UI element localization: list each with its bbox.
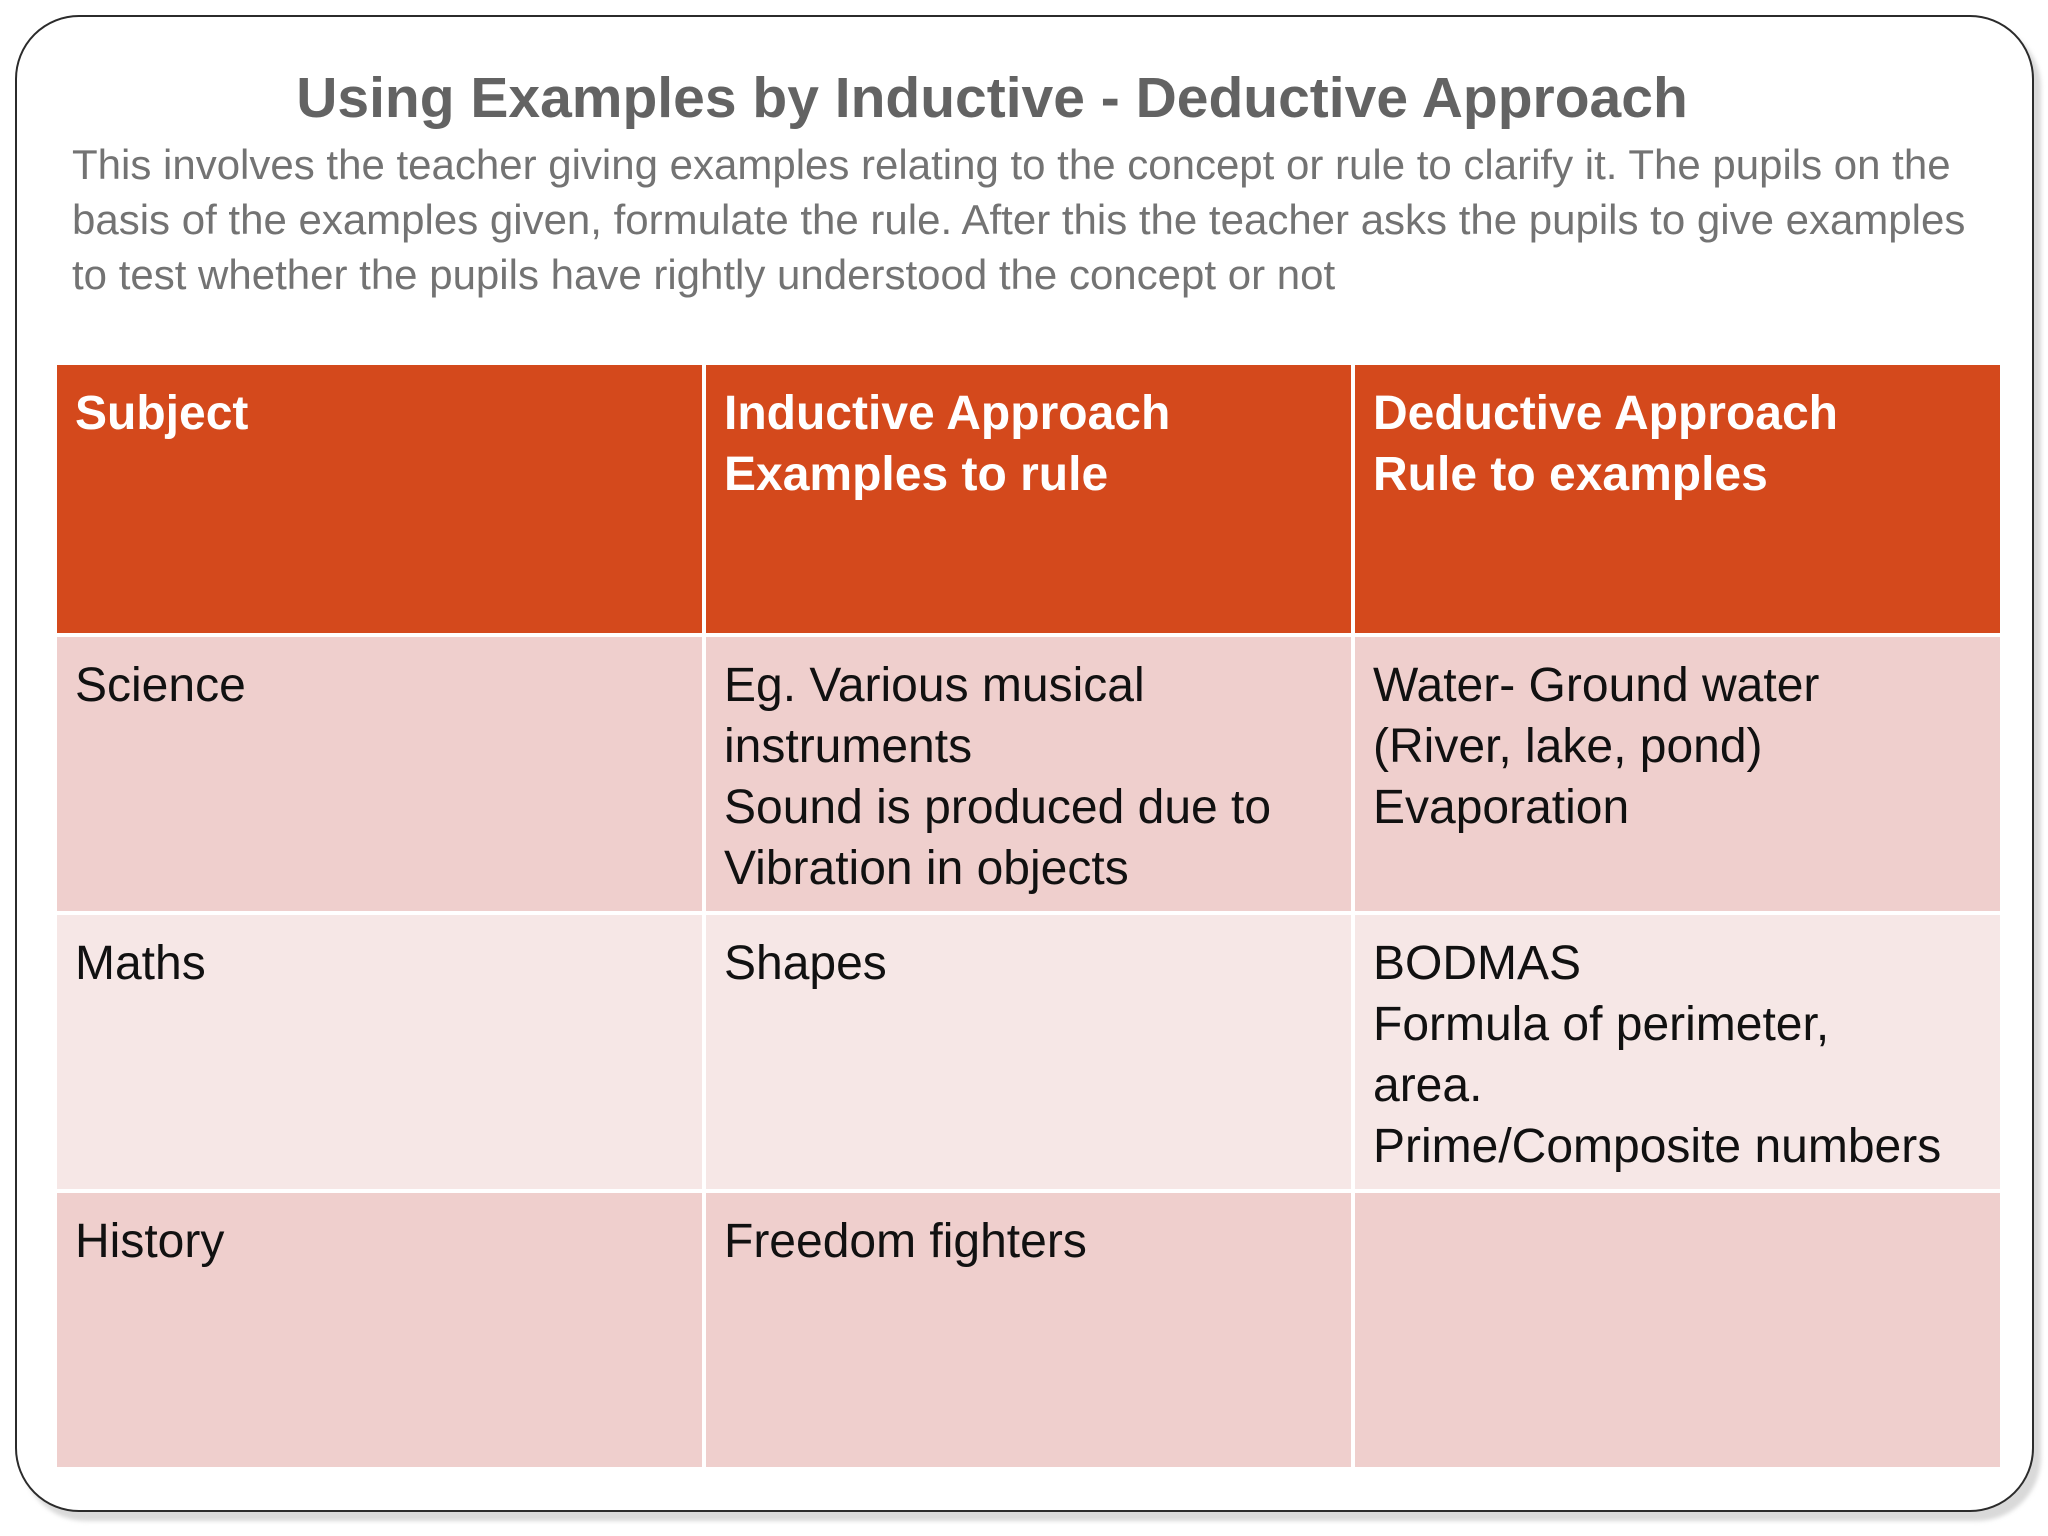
header-deductive-title: Deductive Approach [1373, 387, 1838, 440]
cell-subject-text: History [75, 1215, 225, 1268]
cell-text-line: Evaporation [1373, 781, 1630, 834]
header-subject-line: Subject [75, 387, 249, 440]
header-deductive [1353, 363, 2002, 635]
header-deductive-subtitle: Rule to examples [1373, 448, 1768, 501]
cell-text-line: Sound is produced due to [724, 781, 1272, 834]
cell-text-line: (River, lake, pond) [1373, 720, 1763, 773]
cell-text-line: Vibration in objects [724, 842, 1129, 895]
cell-inductive [704, 913, 1353, 1191]
table-row [55, 913, 2002, 1191]
cell-text-line: Freedom fighters [724, 1215, 1087, 1268]
cell-inductive [704, 1191, 1353, 1469]
table-row [55, 635, 2002, 913]
cell-text-line: Shapes [724, 937, 887, 990]
cell-text-line: BODMAS [1373, 937, 1582, 990]
cell-subject [55, 1191, 704, 1469]
cell-deductive [1353, 913, 2002, 1191]
slide-title: Using Examples by Inductive - Deductive Approach [296, 66, 1688, 130]
cell-subject-text: Science [75, 659, 246, 712]
cell-subject [55, 913, 704, 1191]
cell-text-line: Eg. Various musical [724, 659, 1145, 712]
header-inductive [704, 363, 1353, 635]
header-inductive-subtitle: Examples to rule [724, 448, 1109, 501]
cell-subject-text: Maths [75, 937, 206, 990]
cell-text-line: Water- Ground water [1373, 659, 1820, 712]
intro-paragraph: This involves the teacher giving examples relating to the concept or rule to clarify it. The pupils on the basis of the examples given, formulate the rule. After this the teacher asks the pupils to give examples to test whether the pupils have rightly understood the concept or not [72, 141, 1966, 298]
cell-deductive [1353, 635, 2002, 913]
cell-inductive [704, 635, 1353, 913]
cell-text-line: instruments [724, 720, 973, 773]
cell-text-line: Formula of perimeter, [1373, 998, 1830, 1051]
header-inductive-title: Inductive Approach [724, 387, 1171, 440]
table-header-row [55, 363, 2002, 635]
cell-text-line: area. [1373, 1059, 1483, 1112]
table-row [55, 1191, 2002, 1469]
cell-deductive-empty [1353, 1191, 2002, 1469]
slide [15, 15, 2034, 1512]
header-subject [55, 363, 704, 635]
comparison-table [53, 361, 2004, 1471]
cell-text-line: Prime/Composite numbers [1373, 1120, 1942, 1173]
cell-subject [55, 635, 704, 913]
